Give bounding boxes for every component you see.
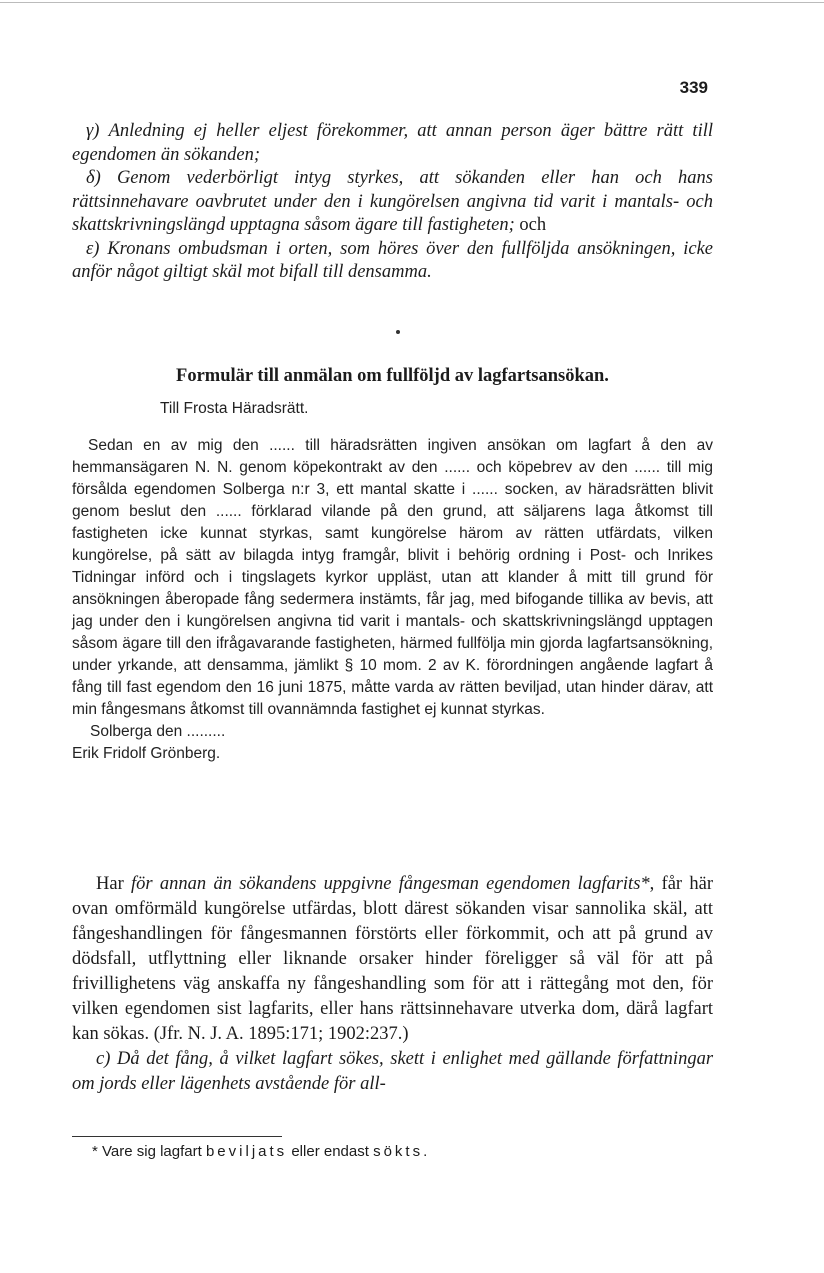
- section-c: [72, 1047, 713, 1097]
- body-paragraph: [72, 872, 713, 1097]
- footnote: [92, 1143, 712, 1160]
- stray-dot: [396, 330, 400, 334]
- list-item: [72, 120, 713, 167]
- paragraph-lead: Har: [96, 874, 124, 894]
- page-number: 339: [679, 78, 708, 97]
- item-text: Kronans ombudsman i orten, som höres över den fullföljda ansökningen, icke anför något giltigt skäl mot bifall till densamma.: [72, 238, 714, 282]
- footnote-mid: eller endast: [291, 1143, 369, 1160]
- paragraph-text: [72, 872, 713, 1047]
- item-marker: δ): [86, 168, 101, 188]
- footnote-mark: *: [92, 1143, 98, 1160]
- footnote-spaced-word: sökts.: [373, 1143, 431, 1160]
- section-c-marker: c): [96, 1049, 111, 1069]
- footnote-spaced-word: beviljats: [205, 1143, 288, 1160]
- form-address: Till Frosta Häradsrätt.: [160, 400, 309, 417]
- conditions-list: [72, 120, 713, 285]
- page-top-edge: [0, 2, 824, 3]
- item-marker: γ): [86, 121, 100, 141]
- item-text: Anledning ej heller eljest förekommer, att annan person äger bättre rätt till egendomen än sökanden;: [72, 121, 713, 165]
- item-text: Genom vederbörligt intyg styrkes, att sökanden eller han och hans rättsinnehavare oavbrutet under den i kungörelsen angivna tid varit i mantals- och skattskrivningslängd upptagna såsom ägare till fastigheten;: [72, 168, 713, 235]
- list-item: [72, 167, 713, 238]
- footnote-pre: Vare sig lagfart: [102, 1143, 202, 1160]
- section-heading: Formulär till anmälan om fullföljd av lagfartsansökan.: [176, 366, 609, 386]
- form-signature: Erik Fridolf Grönberg.: [72, 745, 221, 762]
- footnote-rule: [72, 1136, 282, 1137]
- paragraph-rest: , får här ovan omförmäld kungörelse utfärdas, blott därest sökanden visar sannolika skäl, att fångeshandlingen för fångesmannen förstörts eller förkommit, och att på grund av dödsfall, utflyttning eller liknande orsaker hinder föreligger så väl för att på frivillighetens väg anskaffa ny fångeshandling som för att i rättegång mot den, för vilken egendomen sist lagfarits, eller hans rättsinnehavare utverka dom, därå lagfart kan sökas. (Jfr. N. J. A. 1895:171; 1902:237.): [72, 874, 713, 1044]
- paragraph-italic: för annan än sökandens uppgivne fångesman egendomen lagfarits*: [131, 874, 650, 894]
- form-date-line: Solberga den .........: [90, 723, 226, 740]
- form-body: Sedan en av mig den ...... till häradsrätten ingiven ansökan om lagfart å den av hemmansägaren N. N. genom köpekontrakt av den ...... och köpebrev av den ...... till mig försålda egendomen Solberga n:r 3, ett mantal skatte i ...... socken, av häradsrätten blivit genom beslut den ...... förklarad vilande på den grund, att säljarens laga åtkomst till fastigheten icke kunnat styrkas, samt kungörelse härom av rätten utfärdats, vilken kungörelse, på sätt av bilagda intyg framgår, blivit i behörig ordning i Post- och Inrikes Tidningar införd och i tingslagets kyrkor uppläst, utan att klander å mitt till grund för ansökningen åberopade fång sedermera instämts, får jag, med bifogande tillika av bevis, att jag under den i kungörelsen angivna tid varit i mantals- och skattskrivningslängd upptagen såsom ägare till den ifrågavarande fastigheten, härmed fullfölja min gjorda lagfartsansökning, under yrkande, att densamma, jämlikt § 10 mom. 2 av K. förordningen angående lagfart å fång till fast egendom den 16 juni 1875, måtte varda av rätten beviljad, utan hinder därav, att min fångesmans åtkomst till ovannämnda fastighet ej kunnat styrkas.: [72, 437, 713, 718]
- item-trail: och: [519, 215, 547, 235]
- item-marker: ε): [86, 238, 100, 259]
- form-letter: [72, 398, 713, 765]
- list-item: [72, 238, 713, 285]
- section-c-text: Då det fång, å vilket lagfart sökes, skett i enlighet med gällande författningar om jords eller lägenhets avstående för all-: [72, 1049, 714, 1094]
